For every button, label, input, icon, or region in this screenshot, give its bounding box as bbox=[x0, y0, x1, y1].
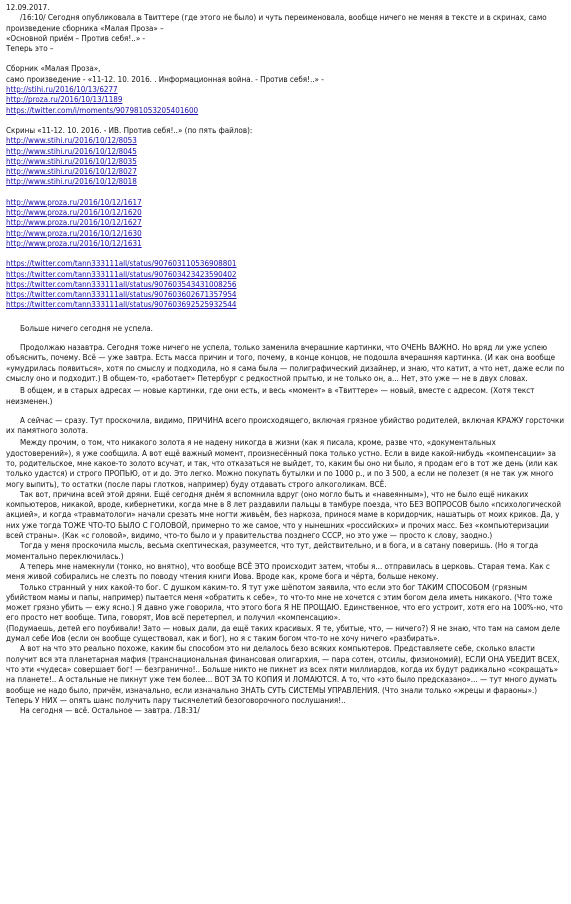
intro-line: /16:10/ Сегодня опубликовала в Твиттере (где этого не было) и чуть переименовала, вообще ничего не меняя в тексте и в скринах, само произведение сборника «Малая Проза» – bbox=[6, 13, 547, 33]
stihi-link[interactable]: http://www.stihi.ru/2016/10/12/8045 bbox=[6, 146, 137, 156]
paragraph: (Подумаешь, детей его поубивали! Зато — новых дали, да ещё таких красивых. Я те, убитые, что, — ничего?) Я не знаю, что там на самом деле думал себе Иов (если он вообще существовал, как и бог), но я с таким богом что-то не хочу ничего «разбирать». bbox=[6, 623, 560, 644]
paragraph: На сегодня — всё. Остальное — завтра. /18:31/ bbox=[20, 706, 200, 716]
twitter-link[interactable]: https://twitter.com/tann333111all/status/907603423423590402 bbox=[6, 269, 237, 279]
collection-links bbox=[6, 85, 565, 116]
proza-link[interactable]: http://www.proza.ru/2016/10/12/1631 bbox=[6, 238, 142, 248]
entry-date: 12.09.2017. bbox=[6, 3, 50, 12]
paragraph: Больше ничего сегодня не успела. bbox=[20, 323, 153, 333]
stihi-link[interactable]: http://www.stihi.ru/2016/10/12/8035 bbox=[6, 156, 137, 166]
proza-link[interactable]: http://www.proza.ru/2016/10/12/1617 bbox=[6, 197, 142, 207]
collection-link[interactable]: http://proza.ru/2016/10/13/1189 bbox=[6, 95, 123, 105]
stihi-link[interactable]: http://www.stihi.ru/2016/10/12/8027 bbox=[6, 167, 137, 177]
twitter-link[interactable]: https://twitter.com/tann333111all/status/907603543431008256 bbox=[6, 279, 237, 289]
paragraph: Только странный у них какой-то бог. С душком каким-то. Я тут уже шёпотом заявила, что если это бог ТАКИМ СПОСОБОМ (грязным убийством мамы и папы, например) пытается меня «обратить к себе», то что-то мне не хочется с этим богом дела иметь никакого. (Что тоже может грязно убить — ежу ясно.) Я давно уже говорила, что этого бога Я НЕ ПРОЩАЮ. Единственное, что его устроит, хотя его на 100%-но, что его просто нет вообще. Типа, говорят, Иов всё перетерпел, и получил «компенсацию». bbox=[6, 582, 563, 623]
intro-line: «Основной приём – Против себя!..» - bbox=[6, 33, 146, 43]
proza-link[interactable]: http://www.proza.ru/2016/10/12/1620 bbox=[6, 208, 142, 218]
twitter-link[interactable]: https://twitter.com/tann333111all/status/907603692525932544 bbox=[6, 300, 237, 310]
intro-line: Теперь это – bbox=[6, 44, 54, 54]
proza-link[interactable]: http://www.proza.ru/2016/10/12/1627 bbox=[6, 218, 142, 228]
collection-link[interactable]: http://stihi.ru/2016/10/13/6277 bbox=[6, 85, 118, 95]
twitter-links bbox=[6, 259, 565, 310]
collection-link[interactable]: https://twitter.com/i/moments/907981053205401600 bbox=[6, 105, 199, 115]
paragraph: Между прочим, о том, что никакого золота я не надену никогда в жизни (как я писала, кроме, разве что, «документальных удостоверений»), я уже сообщила. А вот ещё важный момент, произнесённый пока только устно. Если в виде какой-нибудь «компенсации» за то, родительское, мне какое-то золото всучат, и так, что отказаться не выйдет, то, каким бы оно ни было, я продам его в тот же день (или как только удастся) и строго ПРОПЬЮ, от и до. Это легко. Можно покупать бутылки и по 1000 р., и по 3 500, а если не полезет (я не так уж много могу выпить), то остатки (после пары глотков, например) буду отдавать строго алкоголикам. ВСЁ. bbox=[6, 438, 558, 489]
twitter-link[interactable]: https://twitter.com/tann333111all/status/907603602671357954 bbox=[6, 290, 237, 300]
stihi-link[interactable]: http://www.stihi.ru/2016/10/12/8018 bbox=[6, 177, 137, 187]
paragraph: Продолжаю назавтра. Сегодня тоже ничего не успела, только заменила вчерашние картинки, что ОЧЕНЬ ВАЖНО. Но вряд ли уже успею объяснить, почему. Всё — уже завтра. Есть масса причин и того, почему, в конце концов, не подошла вчерашняя картинка. (И как она вообще «умудрилась появиться», хотя по смыслу и подходила, но я сама была — полиграфический дизайнер, и знаю, что катит, а что нет, даже если по смыслу оно и подходит.) В общем-то, «работает» Петербург с редкостной прытью, и не только он, а... Нет, это уже — не в двух словах. bbox=[6, 343, 565, 383]
paragraph: Тогда у меня проскочила мысль, весьма скептическая, разумеется, что тут, действительно, и в бога, и в сатану поверишь. (Но я тогда моментально переключилась.) bbox=[6, 541, 539, 561]
twitter-link[interactable]: https://twitter.com/tann333111all/status/907603110536908801 bbox=[6, 259, 237, 269]
paragraph: А сейчас — сразу. Тут проскочила, видимо, ПРИЧИНА всего происходящего, включая грязное убийство родителей, включая КРАЖУ горсточки их памятного золота. bbox=[6, 415, 565, 436]
proza-links bbox=[6, 198, 565, 249]
paragraph: Так вот, причина всей этой дряни. Ещё сегодня днём я вспомнила вдруг (оно могло быть и «навеянным»), что не было ещё никаких компьютеров, никакой, вроде, кибернетики, когда мне в 8 лет раздавили пальцы в тамбуре поезда, что БЕЗ ВОПРОСОВ было «психологической акцией», и когда «травматологи» начали срезать мне ногти живьём, без наркоза, принося маме в коридорчик, нашатырь от моих криков. Да, у них уже тогда ТОЖЕ ЧТО-ТО БЫЛО С ГОЛОВОЙ, примерно то же самое, что у нынешних «российских» и прочих масс. Без «компьютеризации всей страны». (Как «с головой», видимо, что-то было и у правительства позднего СССР, но это уже — просто к слову, заодно.) bbox=[6, 489, 562, 541]
paragraph: А вот на что это реально похоже, каким бы способом это ни делалось безо всяких компьютеров. Представляете себе, сколько власти получит вся эта планетарная мафия (транснациональная финансовая олигархия, — пара сотен, отсилы, физиономий), ЕСЛИ ОНА УБЕДИТ ВСЕХ, что эти «чудеса» совершает бог! — безгранично!.. Больше никто не пикнет из всех пяти миллиардов, когда их будут радикально «сокращать» на планете!.. А остальные не пикнут уже тем более... ВОТ ЗА ТО КОПИЯ И ЛОМАЮТСЯ. А то, что «это было предсказано»... — тут много думать вообще не надо было, причём, изначально, если изначально ЗНАТЬ СУТЬ СИСТЕМЫ УПРАВЛЕНИЯ. (Что знали только «жрецы и фараоны».) Теперь У НИХ — опять шанс получить пару тысячелетий безоговорочного послушания!.. bbox=[6, 644, 560, 705]
paragraph: В общем, и в старых адресах — новые картинки, где они есть, и весь «момент» в «Твиттере» — новый, вместе с адресом. (Хотя текст неизменен.) bbox=[6, 386, 535, 406]
screens-caption: Скрины «11-12. 10. 2016. - ИВ. Против себя!..» (по пять файлов): bbox=[6, 125, 253, 135]
proza-link[interactable]: http://www.proza.ru/2016/10/12/1630 bbox=[6, 228, 142, 238]
stihi-links bbox=[6, 136, 565, 187]
stihi-link[interactable]: http://www.stihi.ru/2016/10/12/8053 bbox=[6, 136, 137, 146]
collection-title: Сборник «Малая Проза», bbox=[6, 64, 101, 74]
paragraph: А теперь мне намекнули (тонко, но внятно), что вообще ВСЁ ЭТО происходит затем, чтобы я... отправилась в церковь. Старая тема. Как с меня живой собирались не слезть по поводу чтения книги Иова. Вроде как, кроме бога и чёрта, больше некому. bbox=[6, 561, 550, 582]
collection-work: само произведение - «11-12. 10. 2016. . Информационная война. - Против себя!..» - bbox=[6, 74, 324, 84]
